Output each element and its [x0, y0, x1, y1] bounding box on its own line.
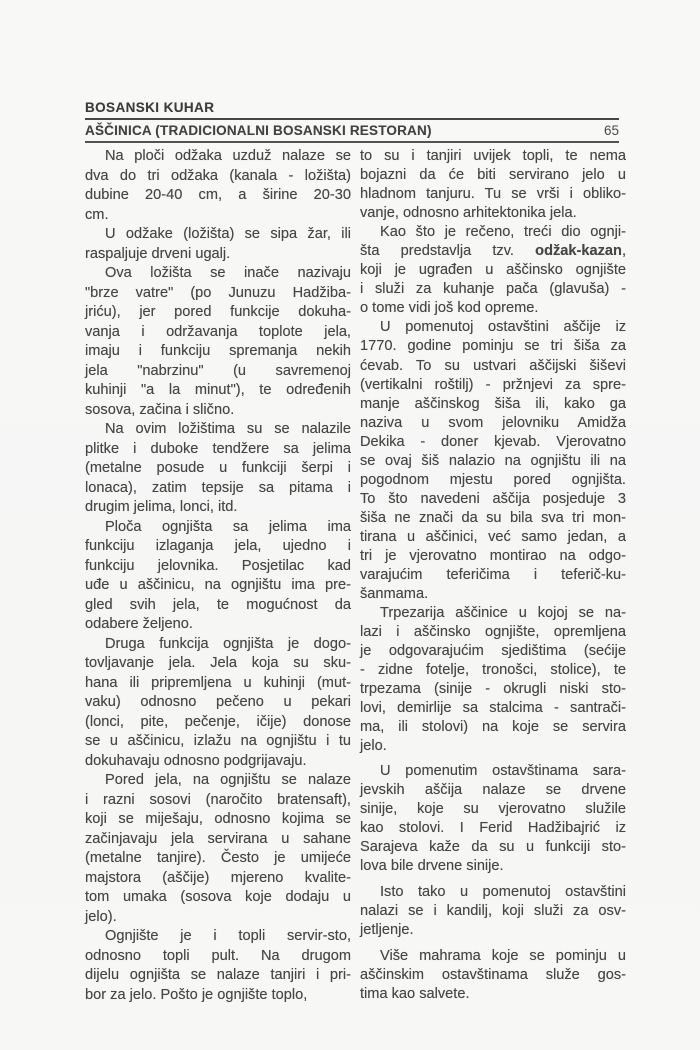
paragraph: [360, 147, 626, 223]
text-line: i razni sosovi (naročito bratensaft),: [85, 791, 351, 808]
paragraph: [85, 264, 351, 420]
text-line: dubine 20-40 cm, a širine 20-30: [85, 187, 351, 203]
text-line: U odžake (ložišta) se sipa žar, ili: [105, 226, 351, 242]
text-line: odabere željeno.: [85, 616, 193, 632]
right-column: [360, 147, 626, 1005]
text-line: (metalne tanjire). Često je umijeće: [85, 850, 351, 866]
text-line: se u aščinicu, izlažu na ognjištu i tu: [85, 733, 351, 749]
text-line: pogodnom mjestu pored ognjišta.: [360, 471, 626, 488]
text-line: funkciju jelovnika. Posjetilac kad: [85, 557, 351, 574]
paragraph: [360, 883, 626, 940]
text-line: tovljavanje jela. Jela koja su sku-: [85, 655, 351, 671]
text-line: plitke i duboke tendžere sa jelima: [85, 440, 351, 457]
text-line: koji se miješaju, odnosno kojima se: [85, 811, 351, 827]
text-line: gled svih jela, te mogućnost da: [85, 596, 351, 613]
bold-term: odžak-kazan: [535, 243, 622, 260]
text-line: vaku) odnosno pečeno u pekari: [85, 694, 351, 710]
text-line: majstora (aščije) mjereno kvalite-: [85, 869, 351, 886]
text-line: U pomenutoj ostavštini aščije iz: [380, 319, 626, 336]
text-line: dva do tri odžaka (kanala - ložišta): [85, 167, 351, 184]
text-line: jriću), jer pored funkcije dokuha-: [85, 304, 351, 320]
text-line: se ovaj šiš nalazio na ognjištu ili na: [360, 452, 626, 469]
text-line: to su i tanjiri uvijek topli, te nema: [360, 148, 626, 164]
text-line: (vertikalni roštilj) - pržnjevi za spre-: [360, 376, 626, 393]
text-line: - zidne fotelje, tronošci, stolice), te: [360, 662, 626, 679]
text-line: je odgovarajućim sjedištima (sećije: [360, 643, 626, 660]
text-line: Ploča ognjišta sa jelima ima: [105, 518, 351, 535]
text-line: Više mahrama koje se pominju u: [380, 947, 626, 964]
text-line: raspaljuje drveni ugalj.: [85, 245, 231, 262]
text-line: U pomenutim ostavštinama sara-: [380, 762, 626, 779]
text-line: kao stolovi. I Ferid Hadžibajrić iz: [360, 819, 626, 836]
paragraph: [360, 223, 626, 318]
text-line: Kao što je rečeno, treći dio ognji-: [380, 224, 626, 241]
paragraph: [360, 604, 626, 756]
text-line: nalazi se i kandilj, koji služi za osv-: [360, 902, 626, 919]
page-number: 65: [603, 123, 619, 138]
text-line: jelo).: [85, 908, 117, 925]
chapter-header-row: [85, 120, 619, 143]
text-line: Na ovim ložištima su se nalazile: [105, 421, 351, 437]
text-line: dijelu ognjišta se nalaze tanjiri i pri-: [85, 967, 351, 983]
text-line: sinije, koje su vjerovatno služile: [360, 800, 626, 817]
text-line: "brze vatre" (po Junuzu Hadžiba-: [85, 284, 351, 301]
chapter-title: AŠČINICA (TRADICIONALNI BOSANSKI RESTORAN): [85, 123, 432, 138]
text-line: jelo.: [360, 738, 387, 755]
paragraph: [85, 225, 351, 264]
text-line: lova bile drvene sinije.: [360, 857, 504, 874]
text-segment: ,: [621, 243, 626, 260]
text-line: lazi i aščinsko ognjište, opremljena: [360, 624, 626, 641]
text-line: cm.: [85, 206, 109, 223]
text-line: o tome vidi još kod opreme.: [360, 300, 539, 317]
two-column-text-body: [85, 147, 626, 1005]
paragraph: [85, 927, 351, 1005]
text-line: Ognjište je i topli servir-sto,: [105, 928, 351, 944]
text-line: ćevab. To su ustvari aščijski šiševi: [360, 357, 626, 374]
text-line: lovi, demirlije sa stalcima - santrači-: [360, 700, 626, 717]
text-line: Na ploči odžaka uzduž nalaze se: [105, 148, 351, 164]
paragraph: [85, 771, 351, 927]
paragraph: [360, 947, 626, 1004]
text-line: To što navedeni aščija posjeduje 3: [360, 490, 626, 507]
text-line: imaju i funkciju spremanja nekih: [85, 343, 351, 359]
book-title: BOSANSKI KUHAR: [85, 100, 619, 120]
paragraph: [85, 147, 351, 225]
text-line: funkciju izlaganja jela, ujedno i: [85, 538, 351, 554]
text-line: koji je ugrađen u aščinsko ognjište: [360, 262, 626, 279]
text-line: trpezama (sinije - okrugli niski sto-: [360, 681, 626, 698]
text-line: tom umaka (sosova koje dodaju u: [85, 889, 351, 905]
text-line: bojazni da će biti servirano jelo u: [360, 167, 626, 184]
text-line: Sarajeva kaže da su u funkciji sto-: [360, 838, 626, 855]
text-line: kuhinji "a la minut"), te određenih: [85, 382, 351, 398]
text-line: (lonci, pite, pečenje, ičije) donose: [85, 713, 351, 730]
text-line: bor za jelo. Pošto je ognjište toplo,: [85, 986, 308, 1003]
text-line: sosova, začina i slično.: [85, 401, 235, 418]
text-line: 1770. godine pominju se tri šiša za: [360, 338, 626, 355]
text-line: varajućim teferičima i teferič-ku-: [360, 567, 626, 584]
text-line: Dekika - doner kjevab. Vjerovatno: [360, 433, 626, 450]
text-line: vanja i održavanja toplote jela,: [85, 323, 351, 340]
text-line: vanje, odnosno arhitektonika jela.: [360, 205, 577, 222]
paragraph: [85, 635, 351, 772]
text-line: Isto tako u pomenutoj ostavštini: [380, 883, 626, 900]
text-line: jetljenje.: [360, 921, 414, 938]
text-line: naziva u svom jelovniku Amidža: [360, 414, 626, 431]
text-line: jela "nabrzinu" (u savremenoj: [85, 362, 351, 379]
paragraph: [85, 420, 351, 518]
text-line: tima kao salvete.: [360, 986, 470, 1003]
text-line: šiša ne znači da su bila sva tri mon-: [360, 509, 626, 526]
text-line: hladnom tanjuru. Tu se vrši i obliko-: [360, 186, 626, 203]
text-line: drugim jelima, lonci, itd.: [85, 499, 238, 515]
text-line: Druga funkcija ognjišta je dogo-: [105, 635, 351, 652]
paragraph: [360, 762, 626, 876]
text-line: začinjavaju jela servirana u sahane: [85, 830, 351, 847]
left-column: [85, 147, 351, 1005]
text-line: ma, ili stolovi) na koje se servira: [360, 719, 626, 736]
text-line: šanmama.: [360, 586, 429, 603]
text-line: dokuhavaju odnosno podgrijavaju.: [85, 752, 307, 769]
paragraph: [85, 518, 351, 635]
text-line: jevskih aščija nalaze se drvene: [360, 781, 626, 798]
text-line: tri je vjerovatno montirao na odgo-: [360, 547, 626, 564]
text-line: Ova ložišta se inače nazivaju: [105, 265, 351, 281]
text-line: [360, 242, 626, 261]
paragraph: [360, 318, 626, 604]
text-line: odnosno topli pult. Na drugom: [85, 947, 351, 964]
text-line: aščinskim ostavštinama služe gos-: [360, 966, 626, 983]
text-line: Pored jela, na ognjištu se nalaze: [105, 772, 351, 788]
text-line: (metalne posude u funkciji šerpi i: [85, 460, 351, 476]
text-line: hana ili pripremljena u kuhinji (mut-: [85, 674, 351, 691]
text-segment: šta predstavlja tzv.: [360, 243, 536, 260]
text-line: Trpezarija aščinice u kojoj se na-: [380, 605, 626, 622]
page-header: [85, 100, 619, 143]
text-line: lonaca), zatim tepsije sa pitama i: [85, 479, 351, 496]
text-line: manje aščinskog šiša ili, kako ga: [360, 395, 626, 412]
text-line: tirana u aščinici, već samo jedan, a: [360, 528, 626, 545]
text-line: uđe u aščinicu, na ognjištu ima pre-: [85, 577, 351, 593]
text-line: i služi za kuhanje pača (glavuša) -: [360, 281, 626, 298]
